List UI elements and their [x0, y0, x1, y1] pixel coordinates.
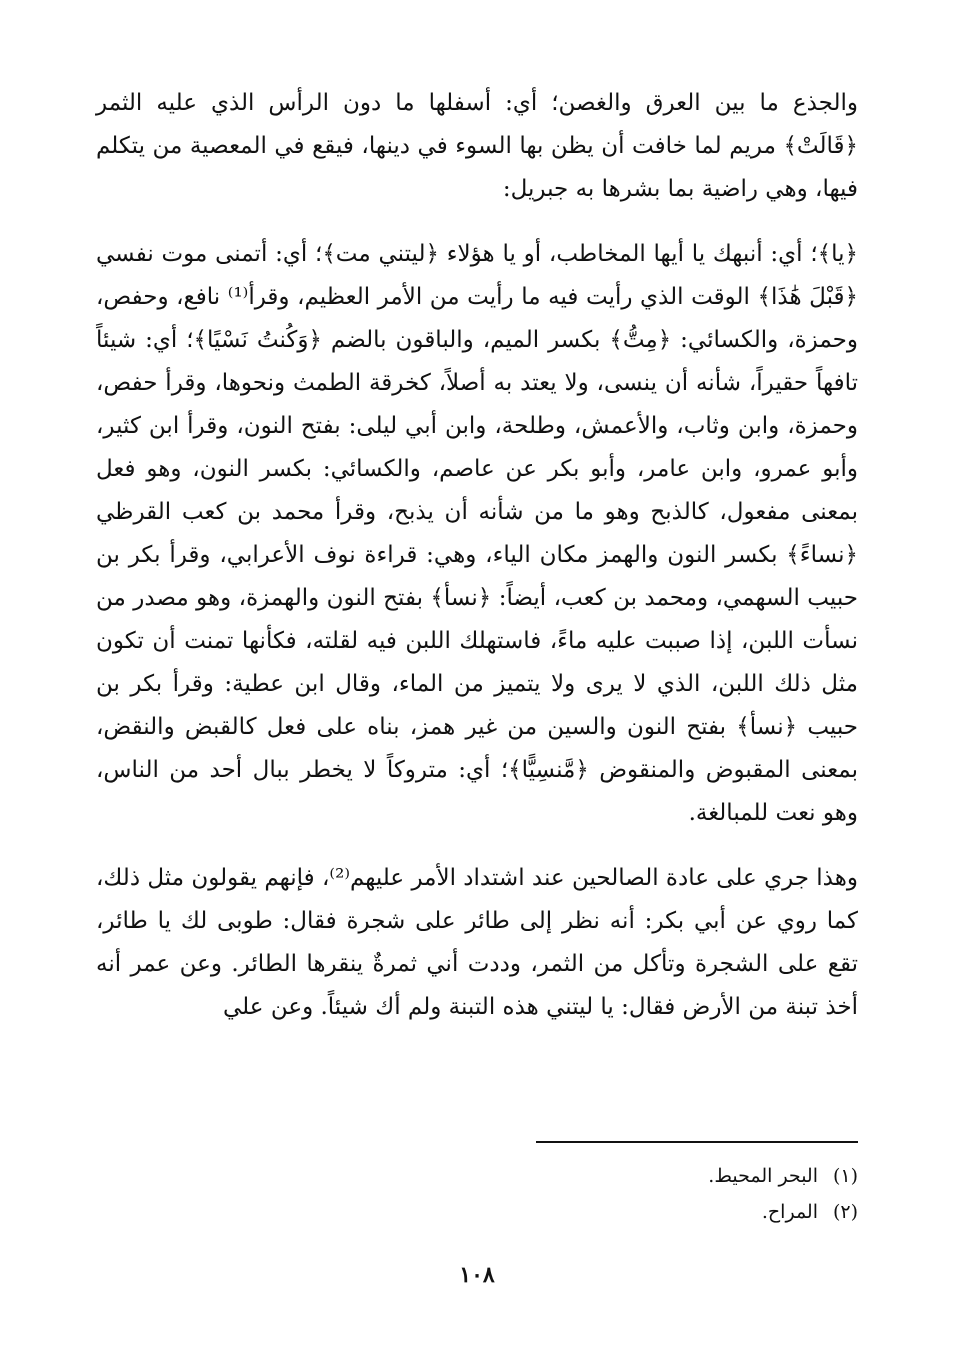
footnote-1 — [96, 1158, 858, 1194]
page-number: ١٠٨ — [459, 1262, 495, 1288]
main-text — [96, 82, 858, 1029]
footnote-number: (٢) — [832, 1201, 858, 1223]
footnote-2 — [96, 1194, 858, 1230]
paragraph-3: وهذا جري على عادة الصالحين عند اشتداد الأمر عليهم⁽²⁾، فإنهم يقولون مثل ذلك، كما روي عن أبي بكر: أنه نظر إلى طائر على شجرة فقال: طوبى لك يا طائر، تقع على الشجرة وتأكل من الثمر، وددت أني ثمرةٌ ينقرها الطائر. وعن عمر أنه أخذ تبنة من الأرض فقال: يا ليتني هذه التبنة ولم أك شيئاً. وعن علي — [96, 865, 858, 1020]
footnote-text: البحر المحيط. — [708, 1165, 818, 1187]
footnote-separator — [536, 1141, 858, 1143]
footnotes — [96, 1158, 858, 1230]
footnote-number: (١) — [832, 1165, 858, 1187]
footnote-text: المراح. — [761, 1201, 818, 1223]
paragraph-2: ﴿يا﴾؛ أي: أنبهك يا أيها المخاطب، أو يا هؤلاء ﴿ليتني مت﴾؛ أي: أتمنى موت نفسي ﴿قَبْلَ هَٰذَا﴾ الوقت الذي رأيت فيه ما رأيت من الأمر العظيم، وقرأ⁽¹⁾ نافع، وحفص، وحمزة، والكسائي: ﴿مِتُّ﴾ بكسر الميم، والباقون بالضم ﴿وَكُنتُ نَسْيًا﴾؛ أي: شيئاً تافهاً حقيراً، شأنه أن ينسى، ولا يعتد به أصلاً، كخرقة الطمث ونحوها، وقرأ حفص، وحمزة، وابن وثاب، والأعمش، وطلحة، وابن أبي ليلى: بفتح النون، وقرأ ابن كثير، وأبو عمرو، وابن عامر، وأبو بكر عن عاصم، والكسائي: بكسر النون، وهو فعل بمعنى مفعول، كالذبح وهو ما من شأنه أن يذبح، وقرأ محمد بن كعب القرظي ﴿نساءً﴾ بكسر النون والهمز مكان الياء، وهي: قراءة نوف الأعرابي، وقرأ بكر بن حبيب السهمي، ومحمد بن كعب، أيضاً: ﴿نسأ﴾ بفتح النون والهمزة، وهو مصدر من نسأت اللبن، إذا صببت عليه ماءً، فاستهلك اللبن فيه لقلته، فكأنها تمنت أن تكون مثل ذلك اللبن، الذي لا يرى ولا يتميز من الماء، وقال ابن عطية: وقرأ بكر بن حبيب ﴿نسأ﴾ بفتح النون والسين من غير همز، بناه على فعل كالقبض والنقض، بمعنى المقبوض والمنقوض ﴿مَّنسِيًّا﴾؛ أي: متروكاً لا يخطر ببال أحد من الناس، وهو نعت للمبالغة. — [96, 241, 859, 826]
paragraph-1: والجذع ما بين العرق والغصن؛ أي: أسفلها ما دون الرأس الذي عليه الثمر ﴿قَالَتْ﴾ مريم لما خافت أن يظن بها السوء في دينها، فيقع في المعصية من يتكلم فيها، وهي راضية بما بشرها به جبريل: — [96, 90, 858, 202]
